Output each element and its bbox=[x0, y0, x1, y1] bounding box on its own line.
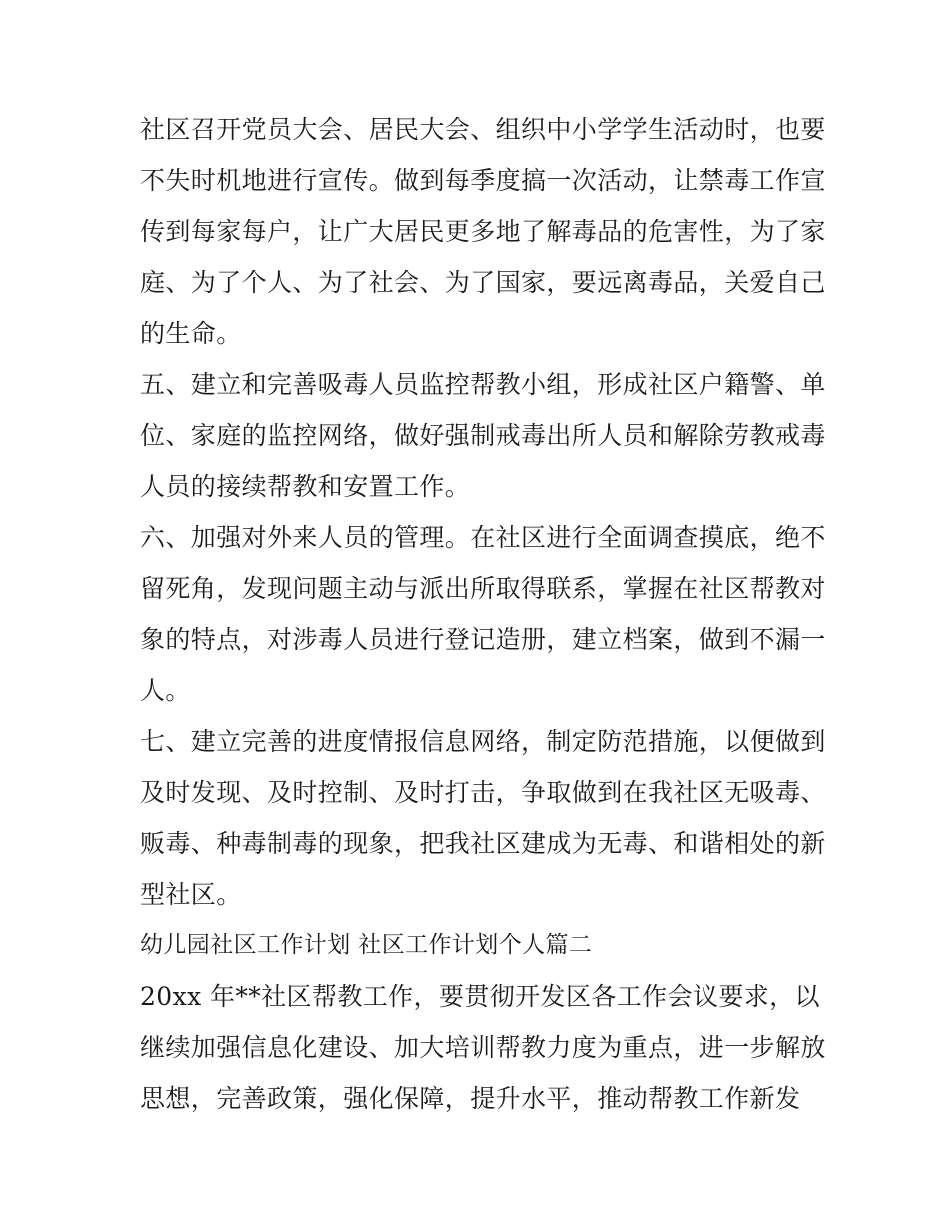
text-line: 贩毒、种毒制毒的现象，把我社区建成为无毒、和谐相处的新 bbox=[140, 829, 826, 858]
text-line: 传到每家每户，让广大居民更多地了解毒品的危害性，为了家 bbox=[140, 217, 826, 246]
text-line: 人员的接续帮教和安置工作。 bbox=[140, 472, 471, 501]
text-line: 不失时机地进行宣传。做到每季度搞一次活动，让禁毒工作宣 bbox=[140, 166, 826, 195]
text-line: 位、家庭的监控网络，做好强制戒毒出所人员和解除劳教戒毒 bbox=[140, 421, 826, 450]
section-six-line: 六、加强对外来人员的管理。在社区进行全面调查摸底，绝不 bbox=[140, 523, 826, 552]
text-line: 的生命。 bbox=[140, 319, 242, 348]
text-line: 社区召开党员大会、居民大会、组织中小学学生活动时，也要 bbox=[140, 115, 826, 144]
text-line: 思想，完善政策，强化保障，提升水平，推动帮教工作新发 bbox=[140, 1084, 801, 1113]
section-heading: 幼儿园社区工作计划 社区工作计划个人篇二 bbox=[140, 932, 593, 958]
text-line: 继续加强信息化建设、加大培训帮教力度为重点，进一步解放 bbox=[140, 1033, 826, 1062]
text-line: 及时发现、及时控制、及时打击，争取做到在我社区无吸毒、 bbox=[140, 778, 826, 807]
section-seven-line: 七、建立完善的进度情报信息网络，制定防范措施，以便做到 bbox=[140, 727, 826, 756]
text-line: 庭、为了个人、为了社会、为了国家，要远离毒品，关爱自己 bbox=[140, 268, 826, 297]
text-line: 型社区。 bbox=[140, 880, 242, 909]
document-body bbox=[140, 104, 826, 1124]
text-line: 20xx 年**社区帮教工作，要贯彻开发区各工作会议要求，以 bbox=[140, 982, 820, 1011]
text-line: 人。 bbox=[140, 676, 191, 705]
text-line: 留死角，发现问题主动与派出所取得联系，掌握在社区帮教对 bbox=[140, 574, 826, 603]
text-line: 象的特点，对涉毒人员进行登记造册，建立档案，做到不漏一 bbox=[140, 625, 826, 654]
section-five-line: 五、建立和完善吸毒人员监控帮教小组，形成社区户籍警、单 bbox=[140, 370, 826, 399]
